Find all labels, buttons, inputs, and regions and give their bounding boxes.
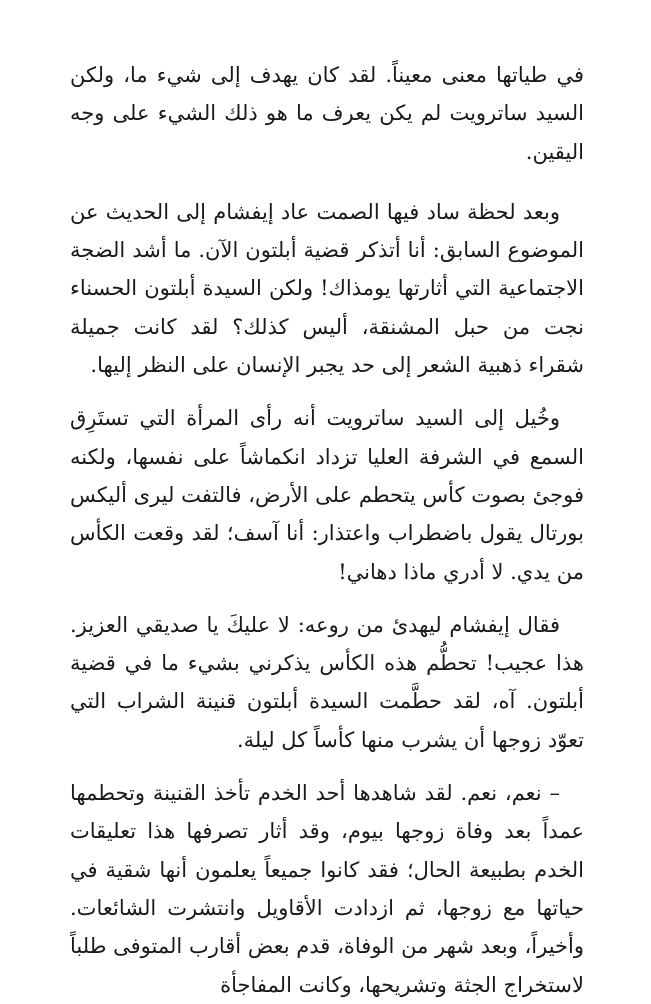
paragraph-3: وخُيل إلى السيد ساترويت أنه رأى المرأة التي تستَرِق السمع في الشرفة العليا تزداد انكماشاً على نفسها، ولكنه فوجئ بصوت كأس يتحطم على الأرض، فالتفت ليرى أليكس بورتال يقول باضطراب واعتذار: أنا آسف؛ لقد وقعت الكأس من يدي. لا أدري ماذا دهاني! — [70, 406, 584, 584]
paragraph-1: في طياتها معنى معيناً. لقد كان يهدف إلى شيء ما، ولكن السيد ساترويت لم يكن يعرف ما هو ذلك الشيء على وجه اليقين. — [70, 63, 584, 164]
paragraph-5: – نعم، نعم. لقد شاهدها أحد الخدم تأخذ القنينة وتحطمها عمداً بعد وفاة زوجها بيوم، وقد أثار تصرفها هذا تعليقات الخدم بطبيعة الحال؛ فقد كانوا جميعاً يعلمون أنها شقية في حياتها مع زوجها، ثم ازدادت الأقاويل وانتشرت الشائعات. وأخيراً، وبعد شهر من الوفاة، قدم بعض أقارب المتوفى طلباً لاستخراج الجثة وتشريحها، وكانت المفاجأة — [70, 781, 584, 997]
paragraph-4: فقال إيفشام ليهدئ من روعه: لا عليكَ يا صديقي العزيز. هذا عجيب! تحطُّم هذه الكأس يذكرني بشيء ما في قضية أبلتون. آه، لقد حطَّمت السيدة أبلتون قنينة الشراب التي تعوّد زوجها أن يشرب منها كأساً كل ليلة. — [70, 612, 584, 752]
paragraph-2: وبعد لحظة ساد فيها الصمت عاد إيفشام إلى الحديث عن الموضوع السابق: أنا أتذكر قضية أبلتون الآن. ما أشد الضجة الاجتماعية التي أثارتها يومذاك! ولكن السيدة أبلتون الحسناء نجت من حبل المشنقة، أليس كذلك؟ لقد كانت جميلة شقراء ذهبية الشعر إلى حد يجبر الإنسان على النظر إليها. — [70, 199, 584, 378]
book-page — [70, 56, 584, 1004]
